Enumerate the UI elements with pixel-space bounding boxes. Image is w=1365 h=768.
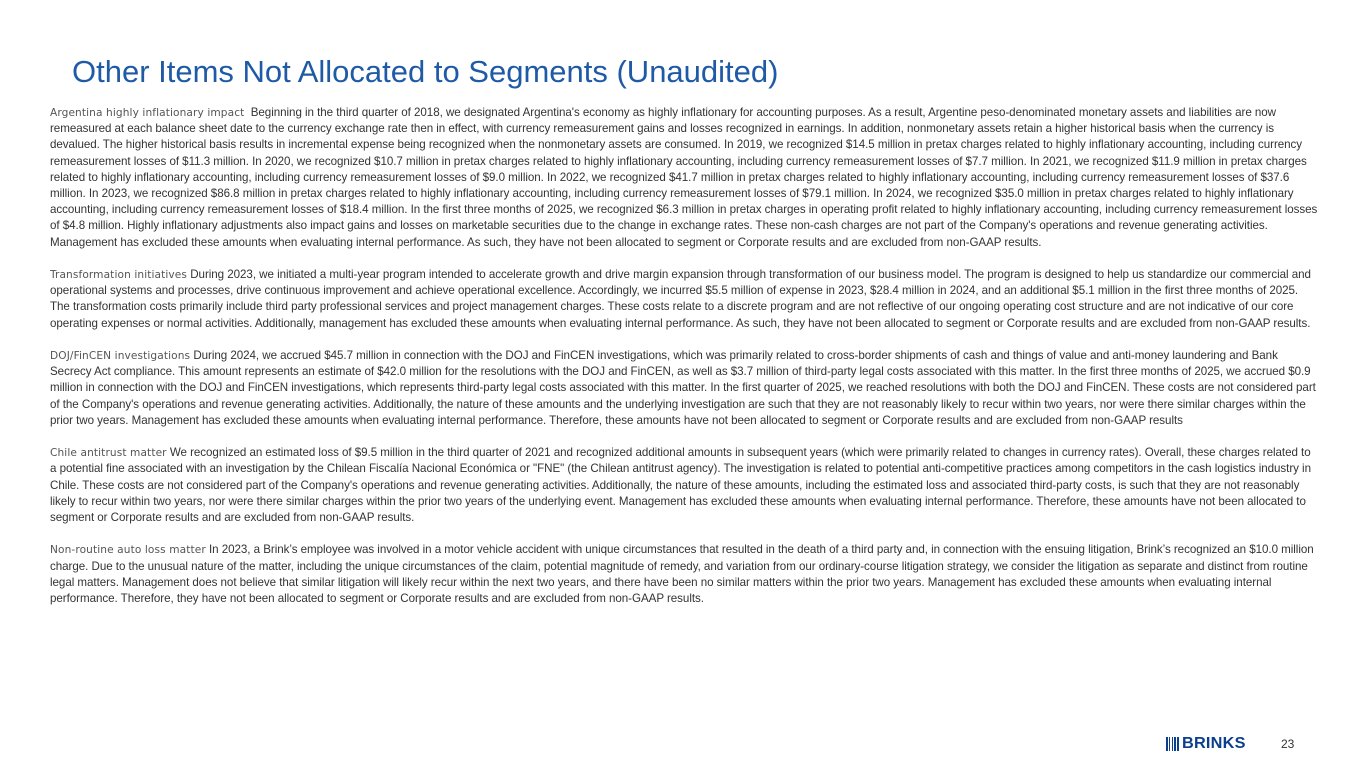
section-heading-chile: Chile antitrust matter [50, 447, 167, 460]
section-transformation [50, 267, 1318, 332]
section-body-chile: We recognized an estimated loss of $9.5 million in the third quarter of 2021 and recognized additional amounts in subsequent years (which were primarily related to changes in currency rates). Overall, these charges related to a potential fine associated with an investigation by the Chilean Fiscalía Nacional Económica or "FNE" (the Chilean antitrust agency). The investigation is related to potential anti-competitive practices among competitors in the cash logistics industry in Chile. These costs are not considered part of the Company's operations and revenue generating activities. Additionally, the nature of these amounts, including the estimated loss and associated third-party costs, is such that they are not reasonably likely to recur within two years, nor were there similar charges within the prior two years of the underlying event. Management has excluded these amounts when evaluating internal performance. Therefore, these amounts have not been allocated to segment or Corporate results and are excluded from non-GAAP results. [50, 446, 1311, 525]
page-number: 23 [1281, 737, 1295, 751]
section-body-doj-fincen: During 2024, we accrued $45.7 million in connection with the DOJ and FinCEN investigations, which was primarily related to cross-border shipments of cash and things of value and anti-money laundering and Bank Secrecy Act compliance. This amount represents an estimate of $42.0 million for the resolutions with the DOJ and FinCEN, as well as $3.7 million of third-party legal costs associated with this matter. In the first three months of 2025, we accrued $0.9 million in connection with the DOJ and FinCEN investigations, which represents third-party legal costs associated with this matter. In the first quarter of 2025, we reached resolutions with both the DOJ and FinCEN. These costs are not considered part of the Company's operations and revenue generating activities. Additionally, the nature of these amounts and the underlying investigation are such that they are not reasonably likely to recur within two years, nor were there similar charges within the prior two years. Management has excluded these amounts when evaluating internal performance. Therefore, these amounts have not been allocated to segment or Corporate results and are excluded from non-GAAP results [50, 349, 1316, 427]
section-chile [50, 445, 1318, 526]
logo-wordmark: BRINKS [1181, 735, 1246, 752]
section-heading-argentina: Argentina highly inflationary impact [50, 107, 245, 119]
section-body-transformation: During 2023, we initiated a multi-year program intended to accelerate growth and drive margin expansion through transformation of our business model. The program is designed to help us standardize our commercial and operational systems and processes, drive continuous improvement and achieve operational excellence. Accordingly, we incurred $5.5 million of expense in 2023, $28.4 million in 2024, and an additional $5.1 million in the first three months of 2025. The transformation costs primarily include third party professional services and project management charges. These costs relate to a discrete program and are not reflective of our ongoing operating cost structure and are not indicative of our core operating expenses or normal activities. Additionally, management has excluded these amounts when evaluating internal performance. As such, they have not been allocated to segment or Corporate results and are excluded from non-GAAP results. [50, 268, 1311, 330]
logo-bars-icon [1166, 737, 1180, 751]
section-body-auto-loss: In 2023, a Brink’s employee was involved in a motor vehicle accident with unique circumstances that resulted in the death of a third party and, in connection with the ensuing litigation, Brink’s recognized an $10.0 million charge. Due to the unusual nature of the matter, including the unique circumstances of the claim, potential magnitude of remedy, and variation from our ordinary-course litigation strategy, we consider the litigation as separate and distinct from routine legal matters. Management does not believe that similar litigation will likely recur within the next two years, and there have been no similar matters within the prior two years. Management has excluded these amounts when evaluating internal performance. Therefore, they have not been allocated to segment or Corporate results and are excluded from non-GAAP results. [50, 543, 1314, 606]
section-heading-auto-loss: Non-routine auto loss matter [50, 544, 206, 557]
section-auto-loss [50, 542, 1318, 607]
section-heading-transformation: Transformation initiatives [50, 269, 188, 282]
section-doj-fincen [50, 348, 1318, 429]
section-argentina [50, 105, 1318, 251]
brinks-logo [1166, 735, 1246, 753]
section-heading-doj-fincen: DOJ/FinCEN investigations [50, 350, 191, 363]
section-body-argentina: Beginning in the third quarter of 2018, we designated Argentina's economy as highly inflationary for accounting purposes. As a result, Argentine peso-denominated monetary assets and liabilities are now remeasured at each balance sheet date to the currency exchange rate then in effect, with currency remeasurement gains and losses recognized in earnings. In addition, nonmonetary assets retain a higher historical basis when the currency is devalued. The higher historical basis results in incremental expense being recognized when the nonmonetary assets are consumed. In 2019, we recognized $14.5 million in pretax charges related to highly inflationary accounting, including currency remeasurement losses of $11.3 million. In 2020, we recognized $10.7 million in pretax charges related to highly inflationary accounting, including currency remeasurement losses of $7.7 million. In 2021, we recognized $11.9 million in pretax charges related to highly inflationary accounting, including currency remeasurement losses of $9.0 million. In 2022, we recognized $41.7 million in pretax charges related to highly inflationary accounting, including currency remeasurement losses of $37.6 million. In 2023, we recognized $86.8 million in pretax charges related to highly inflationary accounting, including currency remeasurement losses of $79.1 million. In 2024, we recognized $35.0 million in pretax charges related to highly inflationary accounting, including currency remeasurement losses of $18.4 million. In the first three months of 2025, we recognized $6.3 million in pretax charges in operating profit related to highly inflationary accounting, including currency remeasurement losses of $4.8 million. Highly inflationary adjustments also impact gains and losses on marketable securities due to the change in exchange rates. These non-cash charges are not part of the Company's operations and revenue generating activities. Management has excluded these amounts when evaluating internal performance. As such, they have not been allocated to segment or Corporate results and are excluded from non-GAAP results. [50, 106, 1318, 249]
page-title: Other Items Not Allocated to Segments (Unaudited) [72, 54, 779, 89]
content-body [50, 105, 1318, 623]
